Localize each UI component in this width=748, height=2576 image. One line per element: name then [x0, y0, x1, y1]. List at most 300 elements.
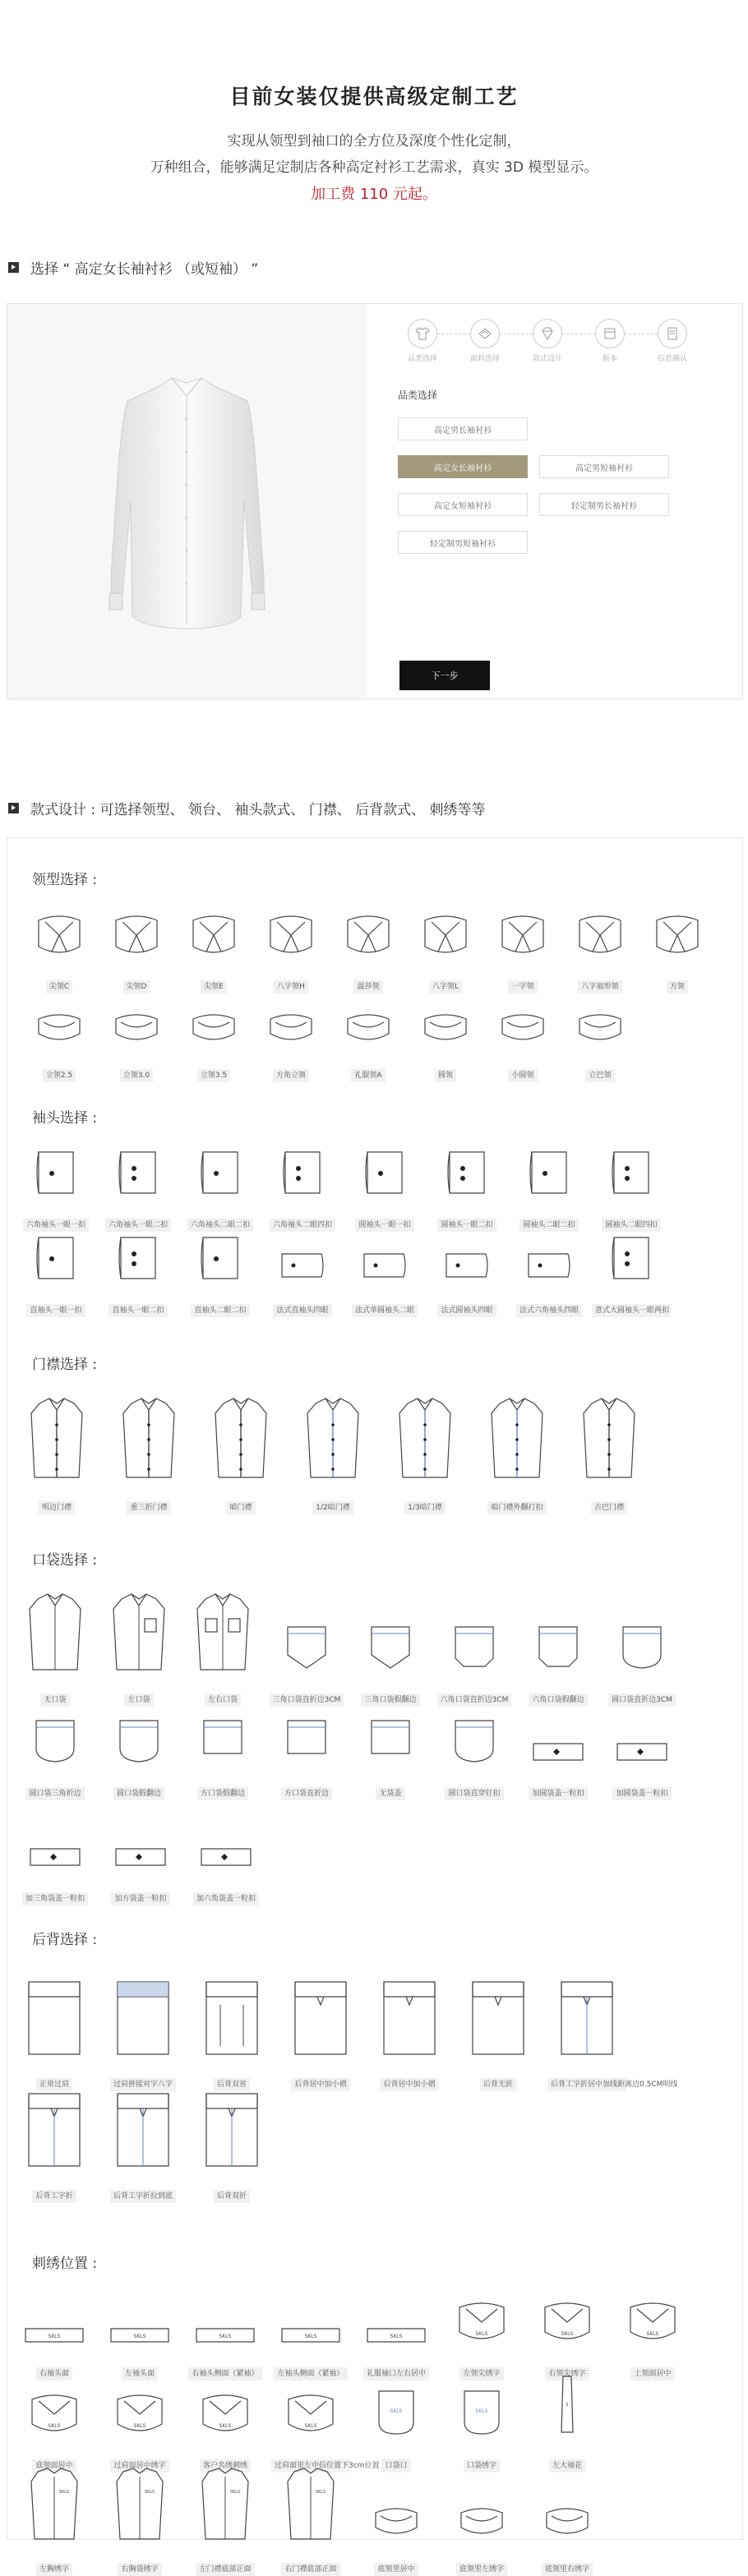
collar-option[interactable] [565, 906, 635, 993]
cuff-illustration [427, 1229, 507, 1283]
collar-label: 八字领H [274, 980, 308, 993]
pocket-illustration [601, 1693, 683, 1767]
shirt-3d-viewer[interactable] [7, 304, 367, 698]
pocket-illustration [517, 1693, 599, 1767]
collar-illustration [487, 994, 558, 1048]
cuff-option[interactable] [427, 1229, 507, 1317]
back-option[interactable] [279, 1965, 362, 2091]
pocket-label: 圆口袋直穿钉扣 [445, 1787, 503, 1800]
play-square-icon [8, 262, 19, 273]
fabric-icon [470, 319, 500, 348]
option-light-men-long[interactable]: 轻定制男长袖衬衫 [539, 493, 669, 516]
pocket-option[interactable] [601, 1586, 683, 1707]
pocket-label: 六角口袋直折边3CM [437, 1694, 512, 1707]
cuff-illustration [427, 1144, 507, 1198]
step-fabric[interactable] [454, 319, 516, 363]
layers-icon [595, 319, 625, 348]
svg-text:SKLS: SKLS [219, 2334, 232, 2339]
embroidery-label: 左胸绣字 [36, 2563, 72, 2576]
pocket-option[interactable] [433, 1693, 515, 1800]
back-option[interactable] [190, 2077, 274, 2203]
cuff-label: 直袖头二眼二扣 [191, 1304, 249, 1317]
embroidery-option[interactable] [440, 2373, 524, 2472]
collar-option[interactable] [487, 906, 558, 993]
placket-label: 暗门襟 [226, 1501, 255, 1514]
placket-label: 1/2暗门襟 [312, 1501, 353, 1514]
collar-label: 立领3.5 [197, 1069, 230, 1082]
pocket-label: 圆口袋假翻边 [113, 1787, 164, 1800]
cuff-label: 六角袖头二眼四扣 [270, 1219, 335, 1232]
step-style[interactable] [516, 319, 579, 363]
pocket-illustration [14, 1693, 96, 1767]
embroidery-label: 左大袖花 [549, 2459, 585, 2472]
embroidery-illustration [354, 2286, 438, 2347]
cuff-label: 直袖头一眼一扣 [26, 1304, 85, 1317]
embroidery-label: 右门襟底部正面 [281, 2563, 339, 2576]
cuff-option[interactable] [344, 1229, 425, 1317]
cuff-title: 袖头选择 : [32, 1110, 98, 1127]
placket-illustration [293, 1389, 372, 1481]
back-label: 后背工字折居中加线距离边0.5CM明线 [547, 2078, 626, 2091]
intro-price: 加工费 110 元起。 [311, 186, 437, 203]
cuff-label: 法式直袖头四眼 [273, 1304, 331, 1317]
collar-illustration [410, 994, 481, 1048]
placket-label: 暗门襟外翻打扣 [487, 1501, 546, 1514]
step-label: 面料选择 [469, 355, 500, 363]
config-panel [367, 304, 742, 698]
collar-title: 领型选择 : [32, 872, 98, 888]
embroidery-label: 客户名绣刺绣 [200, 2459, 251, 2472]
cuff-option[interactable] [262, 1229, 343, 1317]
cuff-label: 圆袖头二眼四扣 [602, 1219, 660, 1232]
cuff-option[interactable] [180, 1144, 261, 1232]
pocket-option[interactable] [14, 1693, 96, 1800]
embroidery-option[interactable] [98, 2286, 182, 2380]
collar-label: 礼服领A [351, 1069, 385, 1082]
cuff-option[interactable] [16, 1229, 96, 1317]
pocket-option[interactable] [601, 1693, 683, 1800]
pocket-option[interactable] [98, 1586, 180, 1707]
embroidery-option[interactable] [183, 2465, 267, 2576]
pocket-option[interactable] [182, 1586, 264, 1707]
collar-illustration [101, 994, 172, 1048]
cuff-illustration [344, 1144, 425, 1198]
pocket-label: 左右口袋 [205, 1694, 241, 1707]
embroidery-option[interactable] [183, 2286, 267, 2380]
cuff-label: 法式单圆袖头二眼 [352, 1304, 418, 1317]
collar-option[interactable] [256, 906, 326, 993]
embroidery-label: 礼服袖口左右居中 [363, 2367, 429, 2380]
cuff-illustration [180, 1229, 261, 1283]
back-option[interactable] [101, 2077, 185, 2203]
pocket-option[interactable] [182, 1693, 264, 1800]
cuff-option[interactable] [262, 1144, 343, 1232]
svg-text:SKLS: SKLS [390, 2334, 403, 2339]
back-label: 后背双省 [214, 2078, 250, 2091]
collar-option[interactable] [333, 994, 404, 1082]
pocket-label: 三角口袋假翻边 [361, 1694, 419, 1707]
pocket-illustration [14, 1586, 96, 1673]
embroidery-illustration [354, 2373, 438, 2439]
cuff-option[interactable] [180, 1229, 261, 1317]
collar-option[interactable] [333, 906, 404, 993]
back-option[interactable] [12, 2077, 96, 2203]
cuff-option[interactable] [98, 1144, 178, 1232]
pocket-option[interactable] [433, 1586, 515, 1707]
back-illustration [12, 2077, 96, 2169]
back-label: 后背居中加小褶 [291, 2078, 349, 2091]
embroidery-illustration [354, 2465, 438, 2542]
section-title-text: 款式设计 : 可选择领型、 领台、 袖头款式、 门襟、 后背款式、 刺绣等等 [30, 802, 486, 818]
embroidery-illustration [525, 2373, 609, 2439]
document-icon [658, 319, 687, 348]
embroidery-option[interactable] [98, 2465, 182, 2576]
configurator [7, 303, 743, 699]
embroidery-option[interactable] [354, 2465, 438, 2576]
cuff-illustration [509, 1229, 589, 1283]
placket-option[interactable] [386, 1389, 464, 1514]
embroidery-label: 左袖头面 [122, 2367, 158, 2380]
pocket-option[interactable] [265, 1586, 348, 1707]
collar-option[interactable] [24, 906, 95, 993]
collar-illustration [101, 906, 172, 960]
pocket-option[interactable] [14, 1586, 96, 1707]
embroidery-illustration [269, 2286, 353, 2347]
embroidery-option[interactable] [440, 2286, 524, 2380]
cuff-illustration [262, 1229, 343, 1283]
svg-text:SKLS: SKLS [58, 2490, 70, 2495]
back-label: 正常过肩 [36, 2078, 72, 2091]
placket-option[interactable] [570, 1389, 649, 1514]
pocket-illustration [185, 1839, 267, 1872]
pocket-illustration [517, 1586, 599, 1673]
pocket-option[interactable] [99, 1839, 182, 1906]
collar-label: 方角立领 [273, 1069, 309, 1082]
embroidery-option[interactable] [611, 2286, 695, 2380]
back-illustration [190, 2077, 274, 2169]
collar-label: 温莎领 [353, 980, 382, 993]
collar-illustration [178, 906, 249, 960]
cuff-illustration [98, 1229, 178, 1283]
embroidery-option[interactable] [354, 2373, 438, 2472]
option-light-men-short[interactable]: 轻定制男短袖衬衫 [398, 531, 528, 554]
pocket-title: 口袋选择 : [32, 1552, 98, 1569]
shirt-icon [408, 319, 437, 348]
option-men-short[interactable]: 高定男短袖衬衫 [539, 455, 669, 478]
back-illustration [367, 1965, 451, 2058]
embroidery-title: 刺绣位置 : [32, 2256, 98, 2272]
pocket-illustration [99, 1839, 182, 1872]
embroidery-illustration [98, 2373, 182, 2439]
embroidery-option[interactable] [269, 2373, 380, 2472]
embroidery-option[interactable] [98, 2373, 182, 2472]
style-catalog [7, 837, 743, 2574]
collar-option[interactable] [410, 906, 481, 993]
collar-option[interactable] [178, 994, 249, 1082]
embroidery-option[interactable] [440, 2465, 524, 2576]
cuff-label: 法式圆袖头四眼 [437, 1304, 496, 1317]
back-illustration [101, 1965, 185, 2058]
cuff-option[interactable] [427, 1144, 507, 1232]
cuff-label: 直袖头一眼二扣 [109, 1304, 167, 1317]
collar-illustration [178, 994, 249, 1048]
diamond-icon [533, 319, 562, 348]
back-option[interactable] [545, 1965, 678, 2091]
step-label: 信息确认 [657, 355, 687, 363]
svg-text:SKLS: SKLS [48, 2423, 61, 2429]
step-confirm[interactable] [641, 319, 704, 363]
pocket-label: 加六角袋盖一粒扣 [193, 1892, 259, 1906]
embroidery-label: 底领里左绣字 [456, 2563, 507, 2576]
placket-label: 1/3暗门襟 [404, 1501, 446, 1514]
pocket-option[interactable] [185, 1839, 267, 1906]
embroidery-illustration [12, 2286, 96, 2347]
collar-label: 立巴领 [585, 1069, 614, 1082]
pocket-illustration [601, 1586, 683, 1673]
cuff-label: 圆袖头二眼二扣 [519, 1219, 578, 1232]
back-option[interactable] [12, 1965, 96, 2091]
embroidery-illustration [269, 2373, 353, 2439]
collar-option[interactable] [24, 994, 95, 1082]
embroidery-option[interactable] [525, 2373, 609, 2472]
pocket-illustration [349, 1693, 432, 1767]
embroidery-label: 左领尖绣字 [459, 2367, 503, 2380]
embroidery-illustration [440, 2373, 524, 2439]
collar-option[interactable] [178, 906, 249, 993]
intro-title: 目前女装仅提供高级定制工艺 [229, 85, 519, 108]
pocket-illustration [265, 1586, 348, 1673]
svg-text:SKLS: SKLS [390, 2408, 403, 2414]
cuff-illustration [16, 1229, 96, 1283]
cuff-illustration [344, 1229, 425, 1283]
embroidery-label: 过肩面居中绣字 [110, 2459, 169, 2472]
back-label: 后背工字折拉到底 [110, 2190, 176, 2203]
option-women-short[interactable]: 高定女短袖衬衫 [398, 493, 528, 516]
placket-label: 明边门襟 [39, 1501, 75, 1514]
svg-text:SKLS: SKLS [475, 2408, 488, 2414]
back-option[interactable] [101, 1965, 185, 2091]
embroidery-option[interactable] [12, 2465, 96, 2576]
pocket-option[interactable] [517, 1693, 599, 1800]
embroidery-illustration [183, 2465, 267, 2542]
pocket-option[interactable] [349, 1586, 432, 1707]
pocket-label: 方口袋假翻边 [197, 1787, 248, 1800]
embroidery-option[interactable] [269, 2465, 353, 2576]
collar-option[interactable] [487, 994, 558, 1082]
cuff-option[interactable] [344, 1144, 425, 1232]
placket-illustration [201, 1389, 280, 1481]
pocket-label: 三角口袋直折边3CM [270, 1694, 344, 1707]
svg-text:SKLS: SKLS [133, 2423, 146, 2429]
pocket-illustration [182, 1693, 264, 1767]
collar-label: 八字领L [429, 980, 462, 993]
svg-text:SKLS: SKLS [315, 2490, 326, 2495]
back-illustration [12, 1965, 96, 2058]
embroidery-label: 右领尖绣字 [545, 2367, 589, 2380]
placket-option[interactable] [478, 1389, 556, 1514]
pocket-label: 无口袋 [40, 1694, 69, 1707]
embroidery-option[interactable] [183, 2373, 267, 2472]
cuff-label: 圆袖头一眼一扣 [355, 1219, 413, 1232]
step-version[interactable] [579, 319, 641, 363]
pocket-illustration [433, 1586, 515, 1673]
back-illustration [456, 1965, 540, 2058]
embroidery-label: 底领里右绣字 [542, 2563, 593, 2576]
embroidery-illustration [12, 2373, 96, 2439]
embroidery-option[interactable] [12, 2286, 96, 2380]
placket-illustration [109, 1389, 188, 1481]
cuff-option[interactable] [591, 1144, 672, 1232]
embroidery-label: 口袋口 [381, 2459, 410, 2472]
svg-text:SKLS: SKLS [646, 2331, 659, 2337]
option-women-long[interactable]: 高定女长袖衬衫 [398, 455, 528, 478]
collar-illustration [256, 906, 326, 960]
back-illustration [190, 1965, 274, 2058]
next-button[interactable]: 下一步 [399, 661, 490, 690]
embroidery-label: 过肩面里左中信位置下3cm位置 [271, 2459, 350, 2472]
collar-option[interactable] [101, 994, 172, 1082]
embroidery-label: 右袖头面 [36, 2367, 72, 2380]
pocket-label: 圆口袋三角折边 [25, 1787, 84, 1800]
section-title-text: 选择 “ 高定女长袖衬衫 （或短袖） ” [30, 261, 259, 278]
back-illustration [101, 2077, 185, 2169]
collar-option[interactable] [410, 994, 481, 1082]
embroidery-illustration [183, 2373, 267, 2439]
intro-line-1: 实现从领型到袖口的全方位及深度个性化定制， [227, 133, 521, 150]
placket-label: 古巴门襟 [591, 1501, 627, 1514]
embroidery-option[interactable] [12, 2373, 96, 2472]
back-option[interactable] [456, 1965, 540, 2091]
collar-illustration [256, 994, 326, 1048]
option-men-long[interactable]: 高定男长袖衬衫 [398, 417, 528, 440]
collar-illustration [24, 906, 95, 960]
collar-label: 小圆领 [508, 1069, 537, 1082]
placket-illustration [478, 1389, 556, 1481]
svg-text:SKLS: SKLS [229, 2490, 241, 2495]
intro-line-2: 万种组合，能够满足定制店各种高定衬衫工艺需求，真实 3D 模型显示。 [150, 159, 598, 176]
collar-illustration [565, 906, 635, 960]
collar-label: 立领2.5 [43, 1069, 76, 1082]
step-label: 版本 [602, 355, 617, 363]
embroidery-label: 底领面居中 [32, 2459, 76, 2472]
cuff-option[interactable] [16, 1144, 96, 1232]
pocket-label: 方口袋直折边 [281, 1787, 332, 1800]
embroidery-option[interactable] [525, 2465, 609, 2576]
placket-label: 重三折门襟 [127, 1501, 170, 1514]
embroidery-label: 左袖头侧面（紧袖） [274, 2367, 347, 2380]
embroidery-option[interactable] [269, 2286, 353, 2380]
cuff-option[interactable] [98, 1229, 178, 1317]
embroidery-label: 口袋绣字 [464, 2459, 500, 2472]
embroidery-illustration [12, 2465, 96, 2542]
collar-illustration [333, 994, 404, 1048]
cuff-illustration [262, 1144, 343, 1198]
svg-text:SKLS: SKLS [304, 2334, 317, 2339]
cuff-illustration [591, 1144, 672, 1198]
step-category[interactable] [391, 319, 454, 363]
cuff-illustration [180, 1144, 261, 1198]
back-label: 后背居中加小褶 [380, 2078, 438, 2091]
back-title: 后背选择 : [32, 1932, 98, 1948]
intro [0, 0, 748, 209]
cuff-illustration [509, 1144, 589, 1198]
pocket-illustration [265, 1693, 348, 1767]
cuff-option[interactable] [591, 1229, 672, 1317]
cuff-label: 法式六角袖头四眼 [516, 1304, 582, 1317]
svg-text:SKLS: SKLS [304, 2423, 317, 2429]
svg-text:S: S [566, 2403, 569, 2408]
pocket-illustration [98, 1693, 180, 1767]
shirt-model-image [7, 304, 367, 698]
back-label: 过肩拼接对字八字 [110, 2078, 176, 2091]
pocket-label: 圆口袋直折边3CM [608, 1694, 676, 1707]
pocket-label: 加圆袋盖一粒扣 [612, 1787, 671, 1800]
svg-text:SKLS: SKLS [561, 2331, 574, 2337]
back-option[interactable] [190, 1965, 274, 2091]
step-bar [391, 319, 704, 363]
collar-option[interactable] [256, 994, 326, 1082]
collar-option[interactable] [565, 994, 635, 1082]
collar-label: 尖领E [201, 980, 227, 993]
collar-option[interactable] [642, 906, 713, 993]
embroidery-label: 上领面居中 [630, 2367, 674, 2380]
placket-option[interactable] [109, 1389, 188, 1514]
cuff-label: 圆袖头一眼二扣 [437, 1219, 496, 1232]
collar-option[interactable] [101, 906, 172, 993]
back-illustration [545, 1965, 629, 2058]
svg-text:SKLS: SKLS [48, 2334, 61, 2339]
placket-illustration [570, 1389, 649, 1481]
cuff-illustration [16, 1144, 96, 1198]
back-option[interactable] [367, 1965, 451, 2091]
cuff-label: 六角袖头一眼二扣 [105, 1219, 171, 1232]
collar-label: 尖领C [46, 980, 72, 993]
collar-illustration [565, 994, 635, 1048]
embroidery-illustration [98, 2465, 182, 2542]
back-label: 后背工字折 [32, 2190, 76, 2203]
pocket-label: 左口袋 [124, 1694, 153, 1707]
embroidery-illustration [440, 2465, 524, 2542]
cuff-label: 意式大圆袖头一眼两扣 [592, 1304, 671, 1317]
pocket-illustration [98, 1586, 180, 1673]
placket-option[interactable] [201, 1389, 280, 1514]
embroidery-illustration [611, 2286, 695, 2347]
placket-option[interactable] [293, 1389, 372, 1514]
pocket-label: 加方袋盖一粒扣 [111, 1892, 169, 1906]
cuff-option[interactable] [509, 1229, 589, 1317]
cuff-option[interactable] [509, 1144, 589, 1232]
pocket-illustration [182, 1586, 264, 1673]
collar-illustration [487, 906, 558, 960]
embroidery-label: 底领里居中 [374, 2563, 418, 2576]
pocket-label: 加三角袋盖一粒扣 [22, 1892, 88, 1906]
section-title-style [8, 798, 486, 818]
pocket-option[interactable] [14, 1839, 96, 1906]
placket-title: 门襟选择 : [32, 1357, 98, 1373]
embroidery-option[interactable] [525, 2286, 609, 2380]
pocket-option[interactable] [517, 1586, 599, 1707]
pocket-option[interactable] [265, 1693, 348, 1800]
svg-text:SKLS: SKLS [475, 2331, 488, 2337]
embroidery-illustration [525, 2286, 609, 2347]
placket-option[interactable] [17, 1389, 96, 1514]
embroidery-illustration [269, 2465, 353, 2542]
pocket-option[interactable] [98, 1693, 180, 1800]
embroidery-option[interactable] [354, 2286, 438, 2380]
pocket-option[interactable] [349, 1693, 432, 1800]
step-label: 品类选择 [407, 355, 437, 363]
pocket-label: 无袋盖 [376, 1787, 404, 1800]
